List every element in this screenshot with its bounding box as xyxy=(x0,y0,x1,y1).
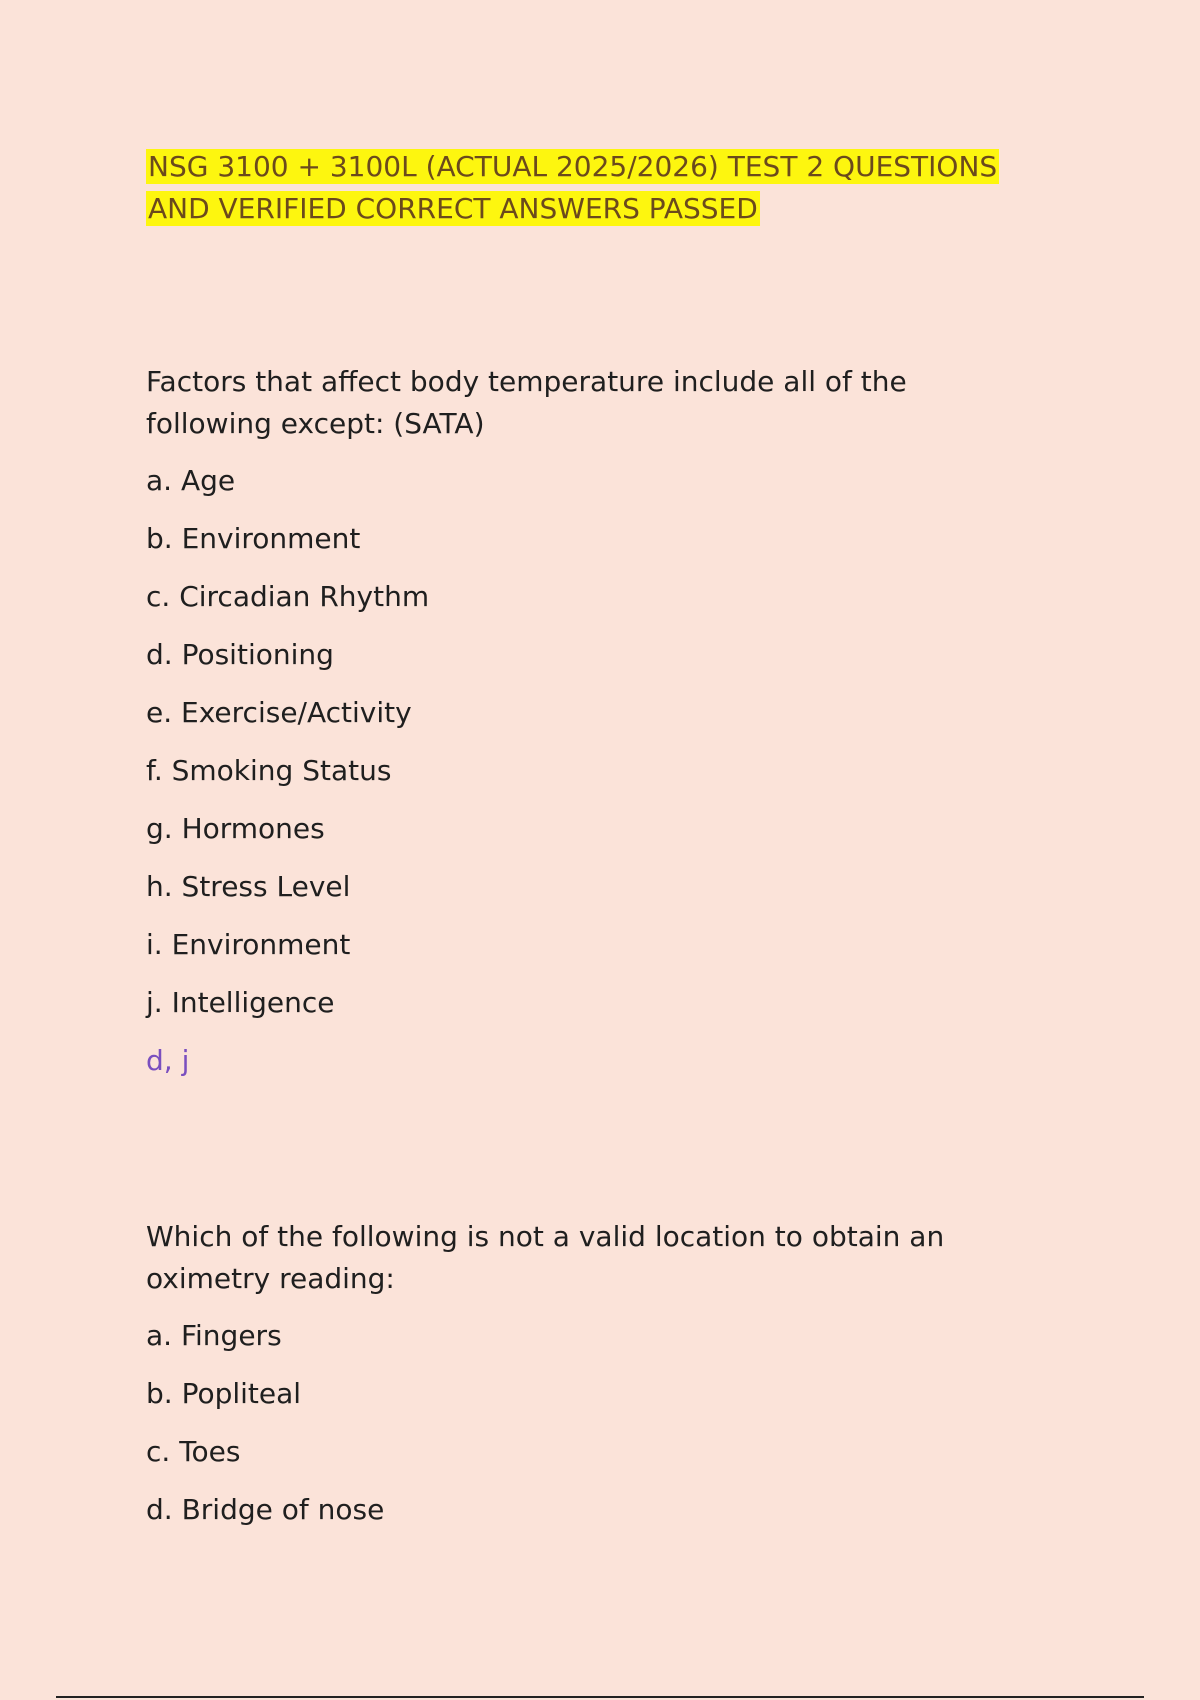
option-i: i. Environment xyxy=(146,928,351,961)
option-d: d. Positioning xyxy=(146,638,334,671)
option-g: g. Hormones xyxy=(146,812,325,845)
answer-text: d, j xyxy=(146,1044,190,1077)
option-c: c. Circadian Rhythm xyxy=(146,580,430,613)
option-b: b. Environment xyxy=(146,522,361,555)
question-prompt: Factors that affect body temperature include all of the following except: (SATA) xyxy=(146,365,907,440)
option-c: c. Toes xyxy=(146,1435,241,1468)
option-b: b. Popliteal xyxy=(146,1377,302,1410)
option-a: a. Age xyxy=(146,464,236,497)
question-2 xyxy=(146,1216,1006,1548)
option-f: f. Smoking Status xyxy=(146,754,392,787)
question-1 xyxy=(146,361,1006,1099)
title-highlight: NSG 3100 + 3100L (ACTUAL 2025/2026) TEST 2 QUESTIONS AND VERIFIED CORRECT ANSWERS PASSED xyxy=(148,150,998,225)
option-h: h. Stress Level xyxy=(146,870,351,903)
option-d: d. Bridge of nose xyxy=(146,1493,385,1526)
option-j: j. Intelligence xyxy=(146,986,335,1019)
document-title xyxy=(146,146,1006,230)
question-prompt: Which of the following is not a valid location to obtain an oximetry reading: xyxy=(146,1220,945,1295)
footer-rule xyxy=(56,1696,1144,1698)
option-a: a. Fingers xyxy=(146,1319,282,1352)
option-e: e. Exercise/Activity xyxy=(146,696,412,729)
